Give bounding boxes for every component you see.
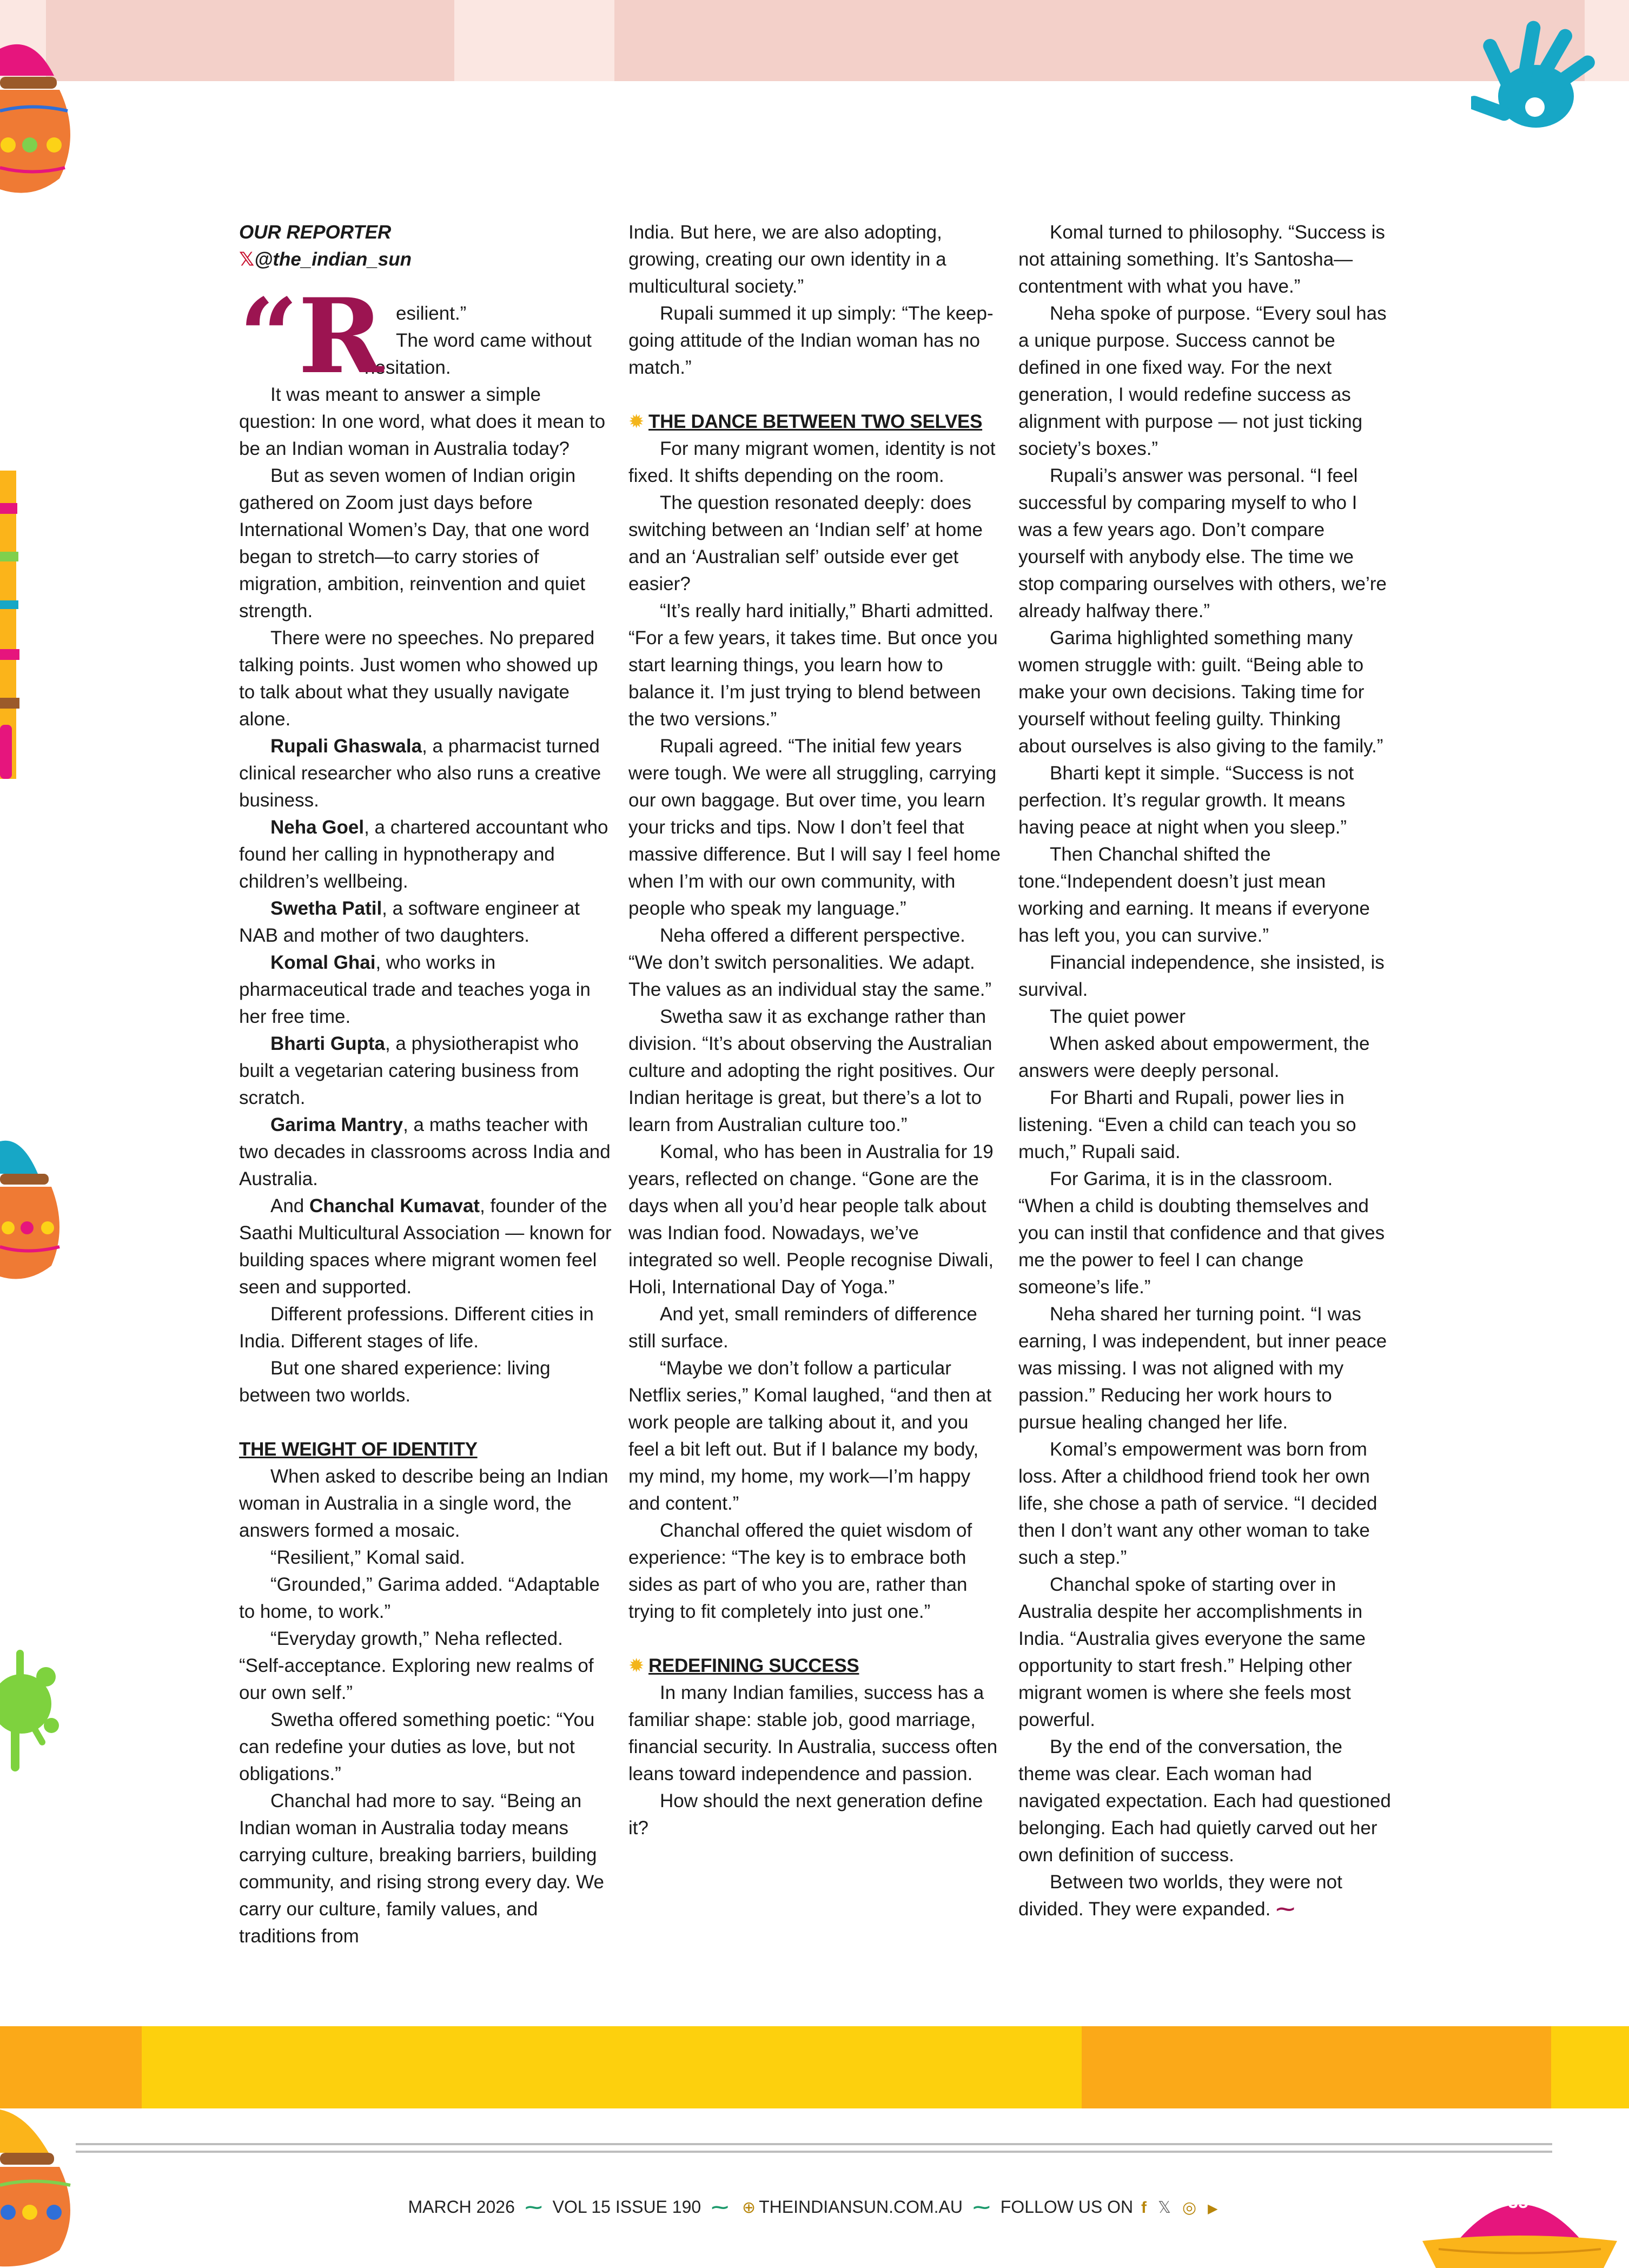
paint-splash-icon — [0, 1634, 59, 1774]
youtube-icon[interactable]: ▶ — [1208, 2201, 1218, 2216]
paragraph: For Garima, it is in the classroom. “When a child is doubting themselves and you can instil that confidence and that gives me the power to feel I can change someone’s life.” — [1018, 1168, 1385, 1298]
paragraph: When asked about empowerment, the answers were deeply personal. — [1018, 1033, 1370, 1081]
footer-rule-bottom — [76, 2151, 1552, 2153]
article-column-2 — [628, 219, 1002, 1842]
profile-komal: Komal Ghai, who works in pharmaceutical trade and teaches yoga in her free time. — [239, 952, 591, 1027]
closing-paragraph: Between two worlds, they were not divided. They were expanded. ⁓ — [1018, 1872, 1342, 1920]
paragraph: Komal’s empowerment was born from loss. After a childhood friend took her own life, she chose a path of service. “I decided then I don’t want any other woman to take such a step.” — [1018, 1439, 1378, 1568]
paragraph: But as seven women of Indian origin gathered on Zoom just days before International Women’s Day, that one word began to stretch—to carry stories of migration, ambition, reinvention and quiet strength. — [239, 465, 590, 621]
paragraph: Swetha offered something poetic: “You can redefine your duties as love, but not obligations.” — [239, 1709, 595, 1784]
issue-number: VOL 15 ISSUE 190 — [552, 2197, 701, 2217]
article-intro — [239, 276, 612, 396]
paragraph: Swetha saw it as exchange rather than division. “It’s about observing the Australian culture and adopting the right positives. Our Indian heritage is great, but there’s a lot to learn from Australian culture too.” — [628, 1006, 995, 1135]
paragraph: Neha offered a different perspective. “We don’t switch personalities. We adapt. The values as an individual stay the same.” — [628, 925, 992, 1000]
globe-icon: ⊕ — [741, 2199, 756, 2217]
paragraph: “Grounded,” Garima added. “Adaptable to home, to work.” — [239, 1574, 600, 1622]
profile-bharti: Bharti Gupta, a physiotherapist who built a vegetarian catering business from scratch. — [239, 1033, 579, 1108]
paragraph: “Resilient,” Komal said. — [270, 1547, 465, 1568]
section-heading-dance: ✹ THE DANCE BETWEEN TWO SELVES — [628, 408, 1002, 435]
profile-garima: Garima Mantry, a maths teacher with two decades in classrooms across India and Australia. — [239, 1114, 611, 1189]
page-number: 35 — [1508, 2192, 1528, 2212]
pot-decoration-top-icon — [0, 16, 81, 195]
paragraph: “Everyday growth,” Neha reflected. “Self-acceptance. Exploring new realms of our own self.” — [239, 1628, 594, 1703]
paragraph: “It’s really hard initially,” Bharti admitted. “For a few years, it takes time. But once you start learning things, you learn how to balance it. I’m just trying to blend between the two versions.” — [628, 600, 998, 730]
profile-neha: Neha Goel, a chartered accountant who found her calling in hypnotherapy and children’s wellbeing. — [239, 817, 608, 892]
pot-decoration-middle-icon — [0, 1130, 70, 1287]
paragraph: Rupali summed it up simply: “The keep-going attitude of the Indian woman has no match.” — [628, 303, 994, 378]
end-mark-icon: ⁓ — [1276, 1899, 1295, 1920]
paragraph: Neha shared her turning point. “I was earning, I was independent, but inner peace was missing. I was not aligned with my passion.” Reducing her work hours to pursue healing changed her life. — [1018, 1304, 1387, 1433]
paragraph: Rupali’s answer was personal. “I feel successful by comparing myself to who I was a few years ago. Don’t compare yourself with anybody else. The time we stop comparing ourselves with others, we’re already halfway there.” — [1018, 465, 1387, 621]
paragraph: India. But here, we are also adopting, growing, creating our own identity in a multicultural society.” — [628, 222, 946, 297]
bottom-band — [0, 2026, 1629, 2108]
pot-decoration-bottom-icon — [0, 2104, 81, 2268]
x-logo-icon: 𝕏 — [239, 249, 255, 270]
section-heading-success: ✹ REDEFINING SUCCESS — [628, 1652, 1002, 1679]
byline-reporter: OUR REPORTER — [239, 222, 392, 243]
paragraph: For many migrant women, identity is not fixed. It shifts depending on the room. — [628, 438, 996, 486]
kite-decoration-icon — [0, 471, 24, 779]
paragraph: Different professions. Different cities in India. Different stages of life. — [239, 1304, 594, 1352]
website-link[interactable]: THEINDIANSUN.COM.AU — [759, 2197, 963, 2217]
profile-swetha: Swetha Patil, a software engineer at NAB and mother of two daughters. — [239, 898, 580, 946]
footer — [0, 2196, 1629, 2220]
paragraph: How should the next generation define it? — [628, 1790, 983, 1839]
paragraph: Komal turned to philosophy. “Success is not attaining something. It’s Santosha—contentment with what you have.” — [1018, 222, 1385, 297]
article-column-3 — [1018, 219, 1392, 1923]
intro-line-1: esilient.” — [396, 303, 467, 324]
paragraph: Neha spoke of purpose. “Every soul has a unique purpose. Success cannot be defined in one fixed way. For the next generation, I would redefine success as alignment with purpose — not just ticking society’s boxes.” — [1018, 303, 1387, 459]
paragraph: But one shared experience: living between two worlds. — [239, 1358, 551, 1406]
sun-icon: ✹ — [628, 411, 645, 432]
paragraph: By the end of the conversation, the theme was clear. Each woman had navigated expectation. Each had questioned belonging. Each had quietly carved out her own definition of success. — [1018, 1736, 1391, 1866]
paragraph: Chanchal spoke of starting over in Australia despite her accomplishments in India. “Australia gives everyone the same opportunity to start fresh.” Helping other migrant women is where she feels most powerful. — [1018, 1574, 1366, 1730]
paragraph: Rupali agreed. “The initial few years were tough. We were all struggling, carrying our own baggage. But over time, you learn your tricks and tips. Now I don’t feel that massive difference. But I will say I feel home when I’m with our own community, with people who speak my language.” — [628, 736, 1001, 919]
section-heading-identity: THE WEIGHT OF IDENTITY — [239, 1439, 478, 1460]
paragraph: There were no speeches. No prepared talking points. Just women who showed up to talk about what they usually navigate alone. — [239, 627, 598, 730]
paragraph: The question resonated deeply: does switching between an ‘Indian self’ at home and an ‘Australian self’ outside ever get easier? — [628, 492, 983, 594]
paragraph: For Bharti and Rupali, power lies in listening. “Even a child can teach you so much,” Rupali said. — [1018, 1087, 1356, 1162]
footer-rule-top — [76, 2143, 1552, 2145]
follow-label: FOLLOW US ON — [1000, 2197, 1134, 2217]
instagram-icon[interactable]: ◎ — [1182, 2199, 1197, 2217]
facebook-icon[interactable]: f — [1141, 2199, 1147, 2217]
top-band — [0, 0, 1629, 81]
separator-icon: ⁓ — [972, 2197, 990, 2217]
paragraph: Bharti kept it simple. “Success is not perfection. It’s regular growth. It means having peace at night when you sleep.” — [1018, 763, 1354, 838]
profile-rupali: Rupali Ghaswala, a pharmacist turned clinical researcher who also runs a creative business. — [239, 736, 601, 811]
article-column-1 — [239, 219, 612, 1950]
separator-icon: ⁓ — [525, 2197, 542, 2217]
issue-date: MARCH 2026 — [408, 2197, 515, 2217]
paragraph: Then Chanchal shifted the tone.“Independent doesn’t just mean working and earning. It means if everyone has left you, you can survive.” — [1018, 844, 1370, 946]
paragraph: It was meant to answer a simple question: In one word, what does it mean to be an Indian woman in Australia today? — [239, 384, 606, 459]
paragraph: Garima highlighted something many women struggle with: guilt. “Being able to make your own decisions. Taking time for yourself without feeling guilty. Thinking about ourselves is also giving to the family.” — [1018, 627, 1383, 757]
paragraph: Financial independence, she insisted, is survival. — [1018, 952, 1385, 1000]
paragraph: Komal, who has been in Australia for 19 years, reflected on change. “Gone are the days when all you’d hear people talk about was Indian food. Nowadays, we’ve integrated so well. People recognise Diwali, Holi, International Day of Yoga.” — [628, 1141, 994, 1298]
intro-line-2: The word came without hesitation. — [365, 330, 592, 378]
paragraph: Chanchal had more to say. “Being an Indian woman in Australia today means carrying culture, breaking barriers, building community, and rising strong every day. We carry our culture, family values, and traditions from — [239, 1790, 604, 1947]
separator-icon: ⁓ — [711, 2197, 729, 2217]
drop-cap: “R — [239, 276, 384, 396]
hand-print-icon — [1471, 15, 1612, 140]
profile-chanchal: And Chanchal Kumavat, founder of the Saathi Multicultural Association — known for building spaces where migrant women feel seen and supported. — [239, 1195, 612, 1298]
subheading-quiet-power: The quiet power — [1050, 1006, 1186, 1027]
byline-handle: @the_indian_sun — [254, 249, 412, 270]
paragraph: Chanchal offered the quiet wisdom of experience: “The key is to embrace both sides as part of who you are, rather than trying to fit completely into just one.” — [628, 1520, 972, 1622]
paragraph: “Maybe we don’t follow a particular Netflix series,” Komal laughed, “and then at work people are talking about it, and you feel a bit left out. But if I balance my body, my mind, my home, my work—I’m happy and content.” — [628, 1358, 992, 1514]
paragraph: In many Indian families, success has a familiar shape: stable job, good marriage, financial security. In Australia, success often leans toward independence and passion. — [628, 1682, 998, 1784]
paragraph: And yet, small reminders of difference still surface. — [628, 1304, 977, 1352]
byline — [239, 219, 612, 273]
paragraph: When asked to describe being an Indian woman in Australia in a single word, the answers formed a mosaic. — [239, 1466, 608, 1541]
x-icon[interactable]: 𝕏 — [1157, 2199, 1171, 2217]
sun-icon: ✹ — [628, 1655, 645, 1676]
